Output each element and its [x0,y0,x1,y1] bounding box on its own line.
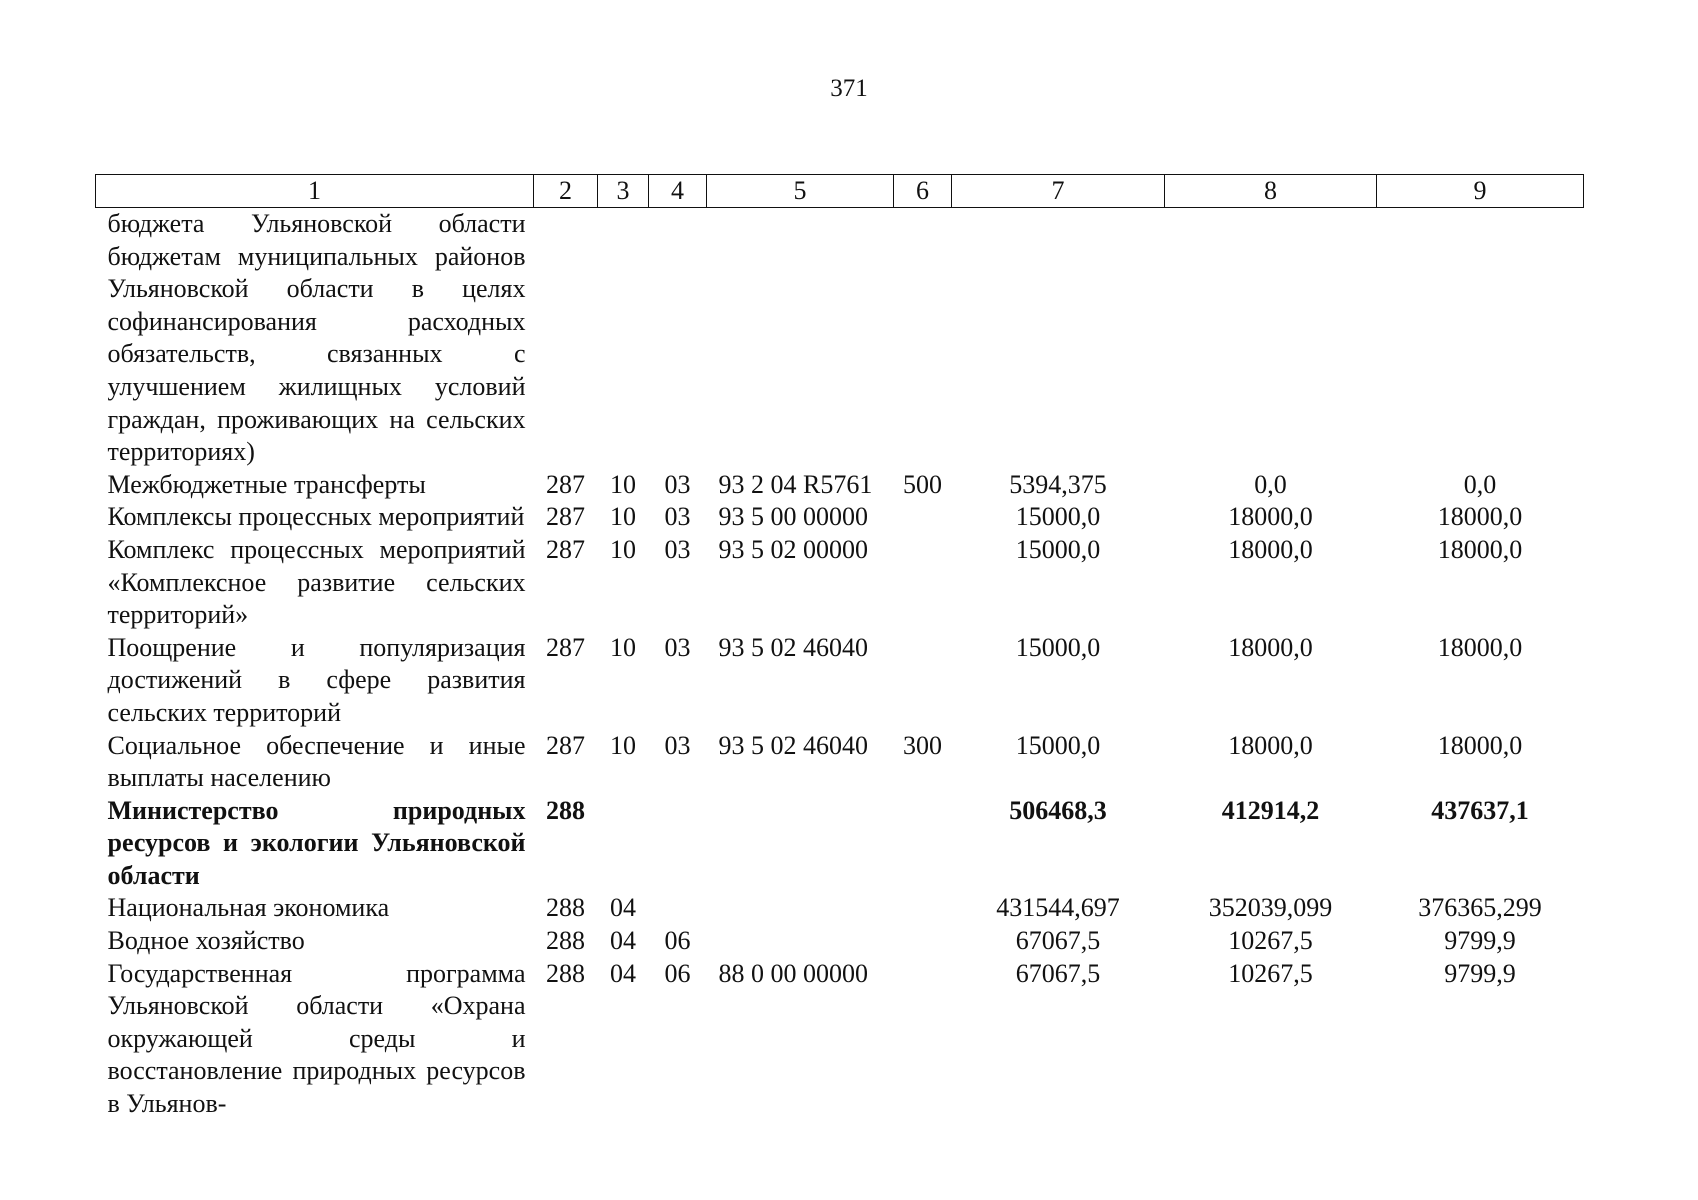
row-amount-col9-cell: 18000,0 [1437,534,1523,564]
row-amount-col7-cell: 15000,0 [1015,632,1101,662]
row-code-ministry-cell: 287 [546,469,585,499]
row-amount-col9-cell: 376365,299 [1418,893,1542,923]
row-code-subsection-cell [649,208,707,469]
row-code-section-cell: 04 [610,893,636,923]
row-name-cell: бюджета Ульяновской области бюджетам муниципальных районов Ульяновской области в целях софинансирования расходных обязательств, связанных с улучшением жилищных условий граждан, проживающих на сельских территориях) [107,209,526,467]
table-row [96,892,1584,925]
row-name-cell: Комплексы процессных мероприятий [107,502,525,532]
row-amount-col7-cell: 15000,0 [1015,730,1101,760]
header-cell-9: 9 [1377,175,1584,208]
row-code-section-cell [598,795,649,893]
row-amount-col7-cell: 431544,697 [996,893,1120,923]
row-code-section-cell: 10 [610,469,636,499]
row-name-cell: Государственная программа Ульяновской области «Охрана окружающей среды и восстановление природных ресурсов в Ульянов- [107,958,526,1119]
row-target-article-cell: 93 5 02 46040 [718,632,868,662]
row-code-ministry-cell: 287 [546,502,585,532]
row-code-subsection-cell: 03 [664,534,691,564]
row-amount-col8-cell: 10267,5 [1228,958,1313,988]
row-expense-type-cell [894,958,952,1121]
row-name-cell: Поощрение и популяризация достижений в сфере развития сельских территорий [107,632,526,727]
row-code-subsection-cell [649,795,707,893]
header-cell-8: 8 [1165,175,1377,208]
row-code-subsection-cell: 03 [664,632,691,662]
row-code-section-cell: 04 [610,926,636,956]
row-amount-col7-cell: 15000,0 [1015,502,1101,532]
row-amount-col9-cell: 9799,9 [1444,958,1516,988]
table-row [96,501,1584,534]
row-amount-col8-cell: 0,0 [1254,469,1287,499]
row-amount-col8-cell: 18000,0 [1228,730,1313,760]
row-code-section-cell: 10 [610,534,636,564]
table-row [96,925,1584,958]
row-target-article-cell: 88 0 00 00000 [718,958,868,988]
row-code-ministry-cell [534,208,598,469]
row-target-article-cell [707,925,894,958]
row-amount-col8-cell: 10267,5 [1228,926,1313,956]
row-amount-col7-cell [952,208,1165,469]
row-amount-col7-cell: 67067,5 [1015,958,1101,988]
row-code-section-cell: 04 [610,958,636,988]
header-cell-3: 3 [598,175,649,208]
row-code-ministry-cell: 288 [546,958,585,988]
page-number: 371 [830,75,868,102]
table-header [96,175,1584,208]
row-amount-col8-cell: 352039,099 [1208,893,1333,923]
row-expense-type-cell [894,795,952,893]
row-code-ministry-cell: 288 [546,893,585,923]
row-code-section-cell: 10 [610,502,636,532]
row-amount-col8-cell [1165,208,1377,469]
row-amount-col9-cell: 18000,0 [1437,632,1523,662]
row-code-ministry-cell: 288 [546,795,585,825]
row-name-cell: Социальное обеспечение и иные выплаты населению [107,730,526,793]
row-expense-type-cell [894,632,952,730]
row-code-subsection-cell: 03 [664,730,691,760]
row-code-section-cell [598,208,649,469]
table-body [96,208,1584,1121]
row-name-cell: Водное хозяйство [107,926,305,956]
row-expense-type-cell [894,501,952,534]
row-code-section-cell: 10 [610,730,636,760]
header-row [96,175,1584,208]
row-target-article-cell: 93 2 04 R5761 [718,469,873,499]
header-cell-4: 4 [649,175,707,208]
row-amount-col8-cell: 18000,0 [1228,534,1313,564]
table-row [96,958,1584,1121]
header-cell-7: 7 [952,175,1165,208]
row-name-cell: Министерство природных ресурсов и экологии Ульяновской области [107,795,526,890]
row-amount-col9-cell: 18000,0 [1437,730,1523,760]
budget-table [95,174,1584,1121]
table-row [96,208,1584,469]
row-code-ministry-cell: 287 [546,632,585,662]
table-row [96,795,1584,893]
row-expense-type-cell: 500 [903,469,942,499]
row-amount-col9-cell [1377,208,1584,469]
row-amount-col7-cell: 15000,0 [1015,534,1101,564]
header-cell-5: 5 [707,175,894,208]
table-row [96,730,1584,795]
row-amount-col9-cell: 18000,0 [1437,502,1523,532]
table-row [96,469,1584,502]
table-row [96,632,1584,730]
row-amount-col9-cell: 0,0 [1463,469,1497,499]
row-code-ministry-cell: 287 [546,730,585,760]
row-amount-col8-cell: 18000,0 [1228,632,1313,662]
row-name-cell: Национальная экономика [107,893,390,923]
row-code-ministry-cell: 288 [546,926,585,956]
row-name-cell: Комплекс процессных мероприятий «Комплексное развитие сельских территорий» [107,534,526,630]
header-cell-2: 2 [534,175,598,208]
row-target-article-cell [707,892,894,925]
row-amount-col8-cell: 412914,2 [1221,795,1320,825]
row-code-subsection-cell: 06 [664,958,691,988]
row-amount-col9-cell: 437637,1 [1431,795,1529,825]
row-code-ministry-cell: 287 [546,534,585,564]
row-expense-type-cell [894,892,952,925]
row-expense-type-cell: 300 [903,730,942,760]
header-cell-6: 6 [894,175,952,208]
row-amount-col7-cell: 506468,3 [1009,795,1107,825]
row-code-subsection-cell: 03 [664,469,691,499]
row-code-subsection-cell: 06 [664,926,691,956]
row-code-subsection-cell: 03 [664,502,691,532]
row-amount-col7-cell: 5394,375 [1009,469,1107,499]
row-target-article-cell [707,208,894,469]
row-name-cell: Межбюджетные трансферты [107,469,426,499]
row-amount-col9-cell: 9799,9 [1444,926,1516,956]
row-amount-col7-cell: 67067,5 [1015,926,1101,956]
row-expense-type-cell [894,534,952,632]
row-expense-type-cell [894,925,952,958]
row-target-article-cell: 93 5 00 00000 [718,502,868,532]
row-code-subsection-cell [649,892,707,925]
row-target-article-cell [707,795,894,893]
row-expense-type-cell [894,208,952,469]
header-cell-1: 1 [96,175,534,208]
row-code-section-cell: 10 [610,632,636,662]
row-target-article-cell: 93 5 02 46040 [718,730,868,760]
row-target-article-cell: 93 5 02 00000 [718,534,868,564]
table-row [96,534,1584,632]
row-amount-col8-cell: 18000,0 [1228,502,1313,532]
